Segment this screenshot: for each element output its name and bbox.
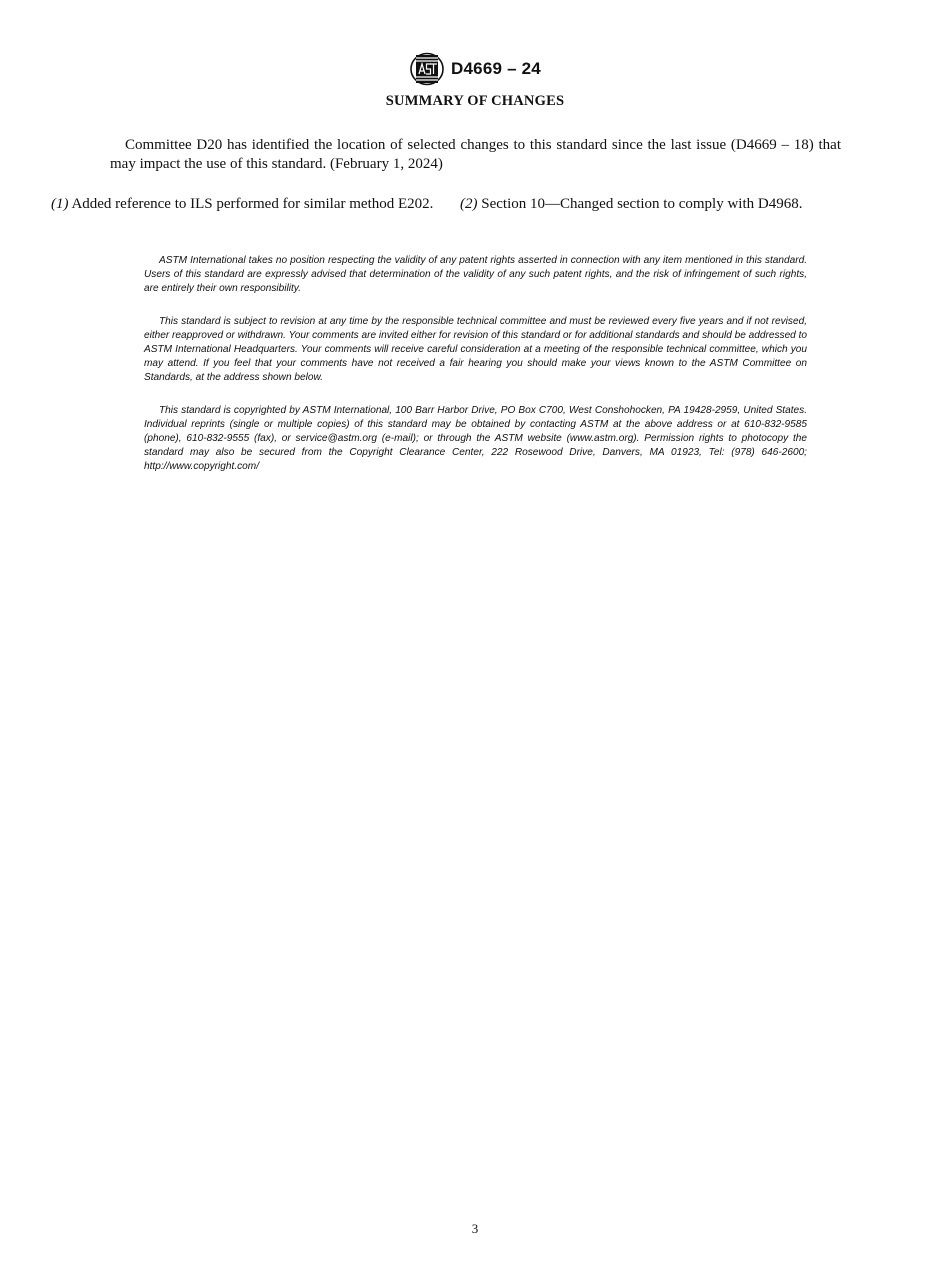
copyright-notice: This standard is copyrighted by ASTM International, 100 Barr Harbor Drive, PO Box C700, West Conshohocken, PA 19428-2959, United States. Individual reprints (single or multiple copies) of this standard may be obtained by contacting ASTM at the above address or at 610-832-9585 (phone), 610-832-9555 (fax), or service@astm.org (e-mail); or through the ASTM website (www.astm.org). Permission rights to photocopy the standard may also be secured from the Copyright Clearance Center, 222 Rosewood Drive, Danvers, MA 01923, Tel: (978) 646-2600; http://www.copyright.com/ <box>144 405 807 472</box>
patent-notice: ASTM International takes no position respecting the validity of any patent rights asserted in connection with any item mentioned in this standard. Users of this standard are expressly advised that determination of the validity of any such patent rights, and the risk of infringement of such rights, are entirely their own responsibility. <box>144 255 807 294</box>
page-header <box>0 52 950 86</box>
page-number: 3 <box>471 1221 479 1236</box>
summary-intro: Committee D20 has identified the location of selected changes to this standard since the last issue (D4669 – 18) that may impact the use of this standard. (February 1, 2024) <box>110 137 841 172</box>
change-number: (1) <box>51 196 69 212</box>
change-text: Section 10—Changed section to comply with D4968. <box>481 196 803 212</box>
legal-notices <box>144 254 807 493</box>
change-number: (2) <box>460 196 478 212</box>
change-item <box>460 195 869 214</box>
change-item <box>51 195 460 214</box>
changes-list <box>51 195 869 214</box>
summary-title: SUMMARY OF CHANGES <box>385 93 565 109</box>
revision-notice: This standard is subject to revision at any time by the responsible technical committee and must be reviewed every five years and if not revised, either reapproved or withdrawn. Your comments are invited either for revision of this standard or for additional standards and should be addressed to ASTM International Headquarters. Your comments will receive careful consideration at a meeting of the responsible technical committee, which you may attend. If you feel that your comments have not received a fair hearing you should make your views known to the ASTM Committee on Standards, at the address shown below. <box>144 316 808 383</box>
astm-logo-icon <box>409 52 445 86</box>
standard-designation: D4669 – 24 <box>451 59 541 78</box>
change-text: Added reference to ILS performed for similar method E202. <box>71 196 434 212</box>
